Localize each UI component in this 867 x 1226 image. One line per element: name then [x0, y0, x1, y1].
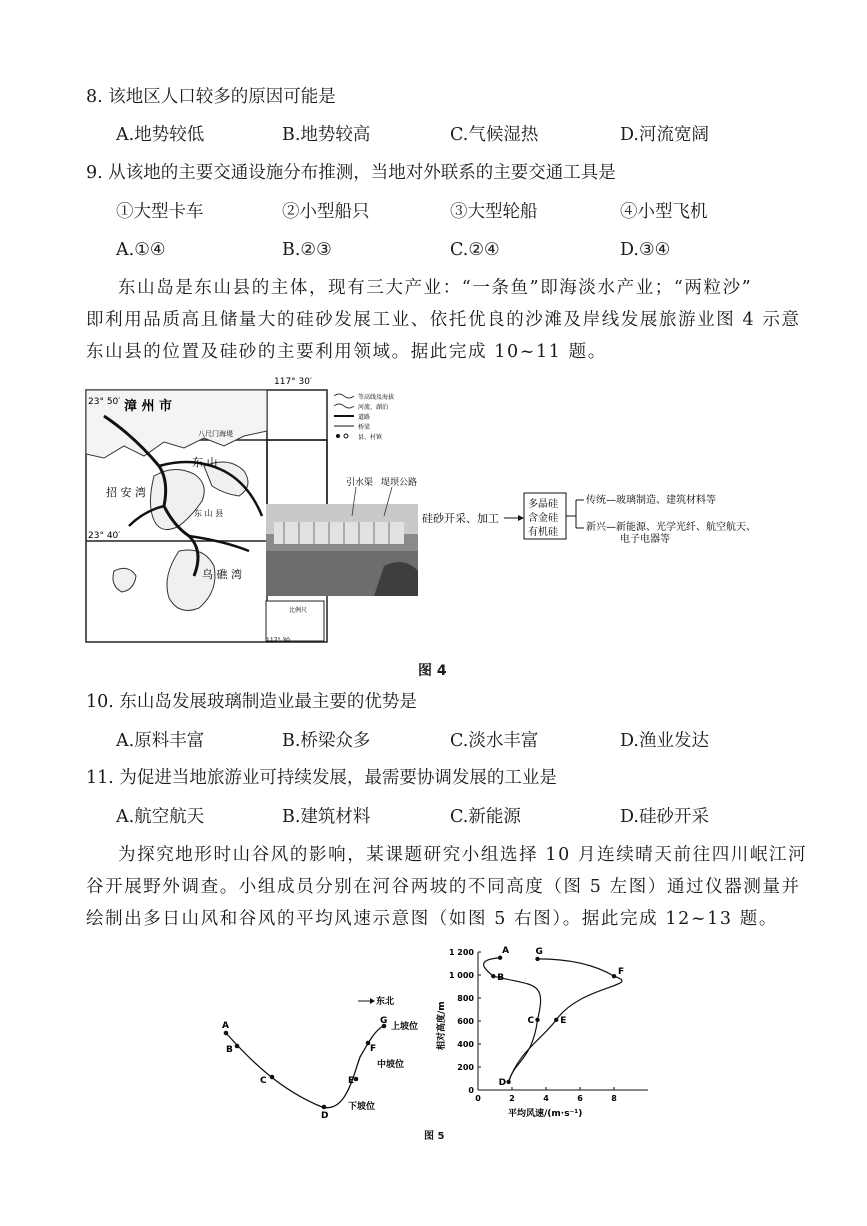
valley-label-g: G: [380, 1016, 388, 1026]
north-label: 东北: [376, 997, 395, 1007]
q11-option-c: C.新能源: [450, 807, 521, 827]
q8-option-b: B.地势较高: [282, 125, 371, 145]
position-middle: 中坡位: [377, 1060, 405, 1070]
legend-item-1: 河流、湖泊: [358, 404, 389, 411]
legend-item-3: 桥梁: [358, 424, 371, 431]
map-bajiang: 八尺门海堤: [198, 430, 233, 438]
q9-option-c: C.②④: [450, 240, 500, 260]
y-tick-label: 1 200: [448, 948, 474, 957]
question-9-stem: 9. 从该地的主要交通设施分布推测，当地对外联系的主要交通工具是: [86, 163, 616, 183]
wind-speed-chart: [430, 940, 660, 1125]
map-wuyu: 乌 礁 湾: [202, 568, 242, 581]
q9-option-d: D.③④: [620, 240, 671, 260]
legend-item-0: 等高线及海拔: [358, 394, 395, 401]
valley-point-e: [354, 1077, 359, 1082]
product-1: 含金硅: [528, 513, 558, 524]
chart-point-label-f: F: [618, 967, 625, 978]
question-8-stem: 8. 该地区人口较多的原因可能是: [86, 87, 336, 107]
valley-label-e: E: [348, 1076, 355, 1086]
chart-point-label-e: E: [560, 1015, 567, 1026]
valley-label-d: D: [321, 1111, 329, 1120]
q9-item-2: ②小型船只: [282, 202, 370, 222]
q10-option-a: A.原料丰富: [116, 731, 205, 751]
q9-item-4: ④小型飞机: [620, 202, 708, 222]
x-tick-label: 8: [611, 1094, 617, 1103]
map-zhaoan: 招 安 湾: [106, 486, 146, 499]
passage2-line1: 为探究地形时山谷风的影响，某课题研究小组选择 10 月连续晴天前往四川岷江河: [118, 845, 808, 865]
position-lower: 下坡位: [348, 1102, 376, 1112]
x-tick-label: 2: [509, 1094, 515, 1103]
chart-point-f: [612, 974, 616, 978]
q10-option-c: C.淡水丰富: [450, 731, 539, 751]
y-tick-label: 600: [457, 1017, 474, 1026]
x-tick-label: 6: [577, 1094, 583, 1103]
chart-ylabel: 相对高度/m: [437, 1001, 447, 1050]
map-lat1: 23° 50′: [88, 397, 121, 407]
chart-point-c: [535, 1018, 539, 1022]
valley-point-c: [270, 1075, 275, 1080]
question-10-stem: 10. 东山岛发展玻璃制造业最主要的优势是: [86, 692, 417, 712]
branch-2: 电子电器等: [620, 534, 670, 545]
legend-item-4: 县、村镇: [358, 434, 383, 441]
x-tick-label: 4: [543, 1094, 549, 1103]
figure-4-graphic: [84, 376, 784, 646]
chart-point-label-a: A: [502, 945, 510, 956]
q10-option-b: B.桥梁众多: [282, 731, 371, 751]
flow-start: 硅砂开采、加工: [422, 512, 499, 525]
chart-point-b: [491, 974, 495, 978]
product-2: 有机硅: [528, 527, 558, 538]
valley-label-a: A: [222, 1021, 229, 1031]
map-lon-top: 117° 30′: [274, 377, 313, 387]
q8-option-d: D.河流宽阔: [620, 125, 709, 145]
q9-item-3: ③大型轮船: [450, 202, 538, 222]
q9-option-b: B.②③: [282, 240, 332, 260]
passage2-line2: 谷开展野外调查。小组成员分别在河谷两坡的不同高度（图 5 左图）通过仪器测量并: [86, 877, 801, 897]
chart-point-e: [554, 1018, 558, 1022]
valley-label-f: F: [370, 1044, 377, 1054]
map-lon-bottom: 117° 30: [266, 637, 290, 644]
legend-item-2: 道路: [358, 414, 371, 421]
chart-point-label-g: G: [535, 946, 543, 957]
x-tick-label: 0: [475, 1094, 481, 1103]
passage1-line1: 东山岛是东山县的主体，现有三大产业：“一条鱼”即海淡水产业；“两粒沙”: [118, 278, 753, 298]
valley-curve: [226, 1025, 385, 1108]
q10-option-d: D.渔业发达: [620, 731, 709, 751]
y-tick-label: 0: [468, 1086, 474, 1095]
map-lat2: 23° 40′: [88, 531, 121, 541]
q9-option-a: A.①④: [116, 240, 166, 260]
chart-xlabel: 平均风速/(m·s⁻¹): [508, 1109, 583, 1119]
valley-point-b: [235, 1044, 240, 1049]
valley-point-d: [322, 1105, 327, 1110]
passage1-line2: 即利用品质高且储量大的硅砂发展工业、依托优良的沙滩及岸线发展旅游业图 4 示意: [86, 310, 801, 330]
product-0: 多晶硅: [528, 499, 558, 510]
chart-point-a: [498, 956, 502, 960]
chart-point-d: [506, 1080, 510, 1084]
map-dongshan: 东 山: [192, 456, 218, 469]
figure-5-right: [430, 940, 660, 1125]
inset-label: 比例尺: [289, 607, 308, 614]
map-dongshanxian: 东 山 县: [194, 509, 224, 518]
map-zhangzhou: 漳 州 市: [124, 399, 173, 414]
valley-profile: [210, 985, 430, 1120]
chart-point-label-d: D: [498, 1077, 507, 1088]
photo-label-canal: 引水渠: [346, 478, 374, 488]
photo-label-road: 堤坝公路: [381, 478, 418, 488]
question-11-stem: 11. 为促进当地旅游业可持续发展，最需要协调发展的工业是: [86, 768, 557, 788]
chart-point-label-b: B: [497, 973, 505, 984]
y-tick-label: 400: [457, 1040, 474, 1049]
q11-option-b: B.建筑材料: [282, 807, 371, 827]
chart-point-g: [535, 957, 539, 961]
q9-item-1: ①大型卡车: [116, 202, 204, 222]
branch-1: 新兴—新能源、光学光纤、航空航天、: [586, 522, 756, 533]
y-tick-label: 1 000: [448, 971, 474, 980]
q8-option-a: A.地势较低: [116, 125, 205, 145]
figure-4-caption: 图 4: [418, 663, 447, 679]
q11-option-a: A.航空航天: [116, 807, 205, 827]
map-legend: [334, 393, 394, 441]
figure-4: [84, 376, 784, 646]
y-tick-label: 200: [457, 1063, 474, 1072]
position-upper: 上坡位: [391, 1022, 419, 1032]
figure-5-left: [210, 985, 430, 1120]
figure-5-caption: 图 5: [424, 1131, 445, 1142]
valley-point-a: [224, 1031, 229, 1036]
valley-label-c: C: [260, 1076, 267, 1086]
passage2-line3: 绘制出多日山风和谷风的平均风速示意图（如图 5 右图）。据此完成 12~13 题。: [86, 909, 778, 929]
passage1-line3: 东山县的位置及硅砂的主要利用领域。据此完成 10~11 题。: [86, 342, 607, 362]
branch-0: 传统—玻璃制造、建筑材料等: [586, 495, 716, 506]
chart-point-label-c: C: [527, 1015, 535, 1026]
q8-option-c: C.气候湿热: [450, 125, 539, 145]
q11-option-d: D.硅砂开采: [620, 807, 709, 827]
valley-label-b: B: [226, 1045, 233, 1055]
y-tick-label: 800: [457, 994, 474, 1003]
